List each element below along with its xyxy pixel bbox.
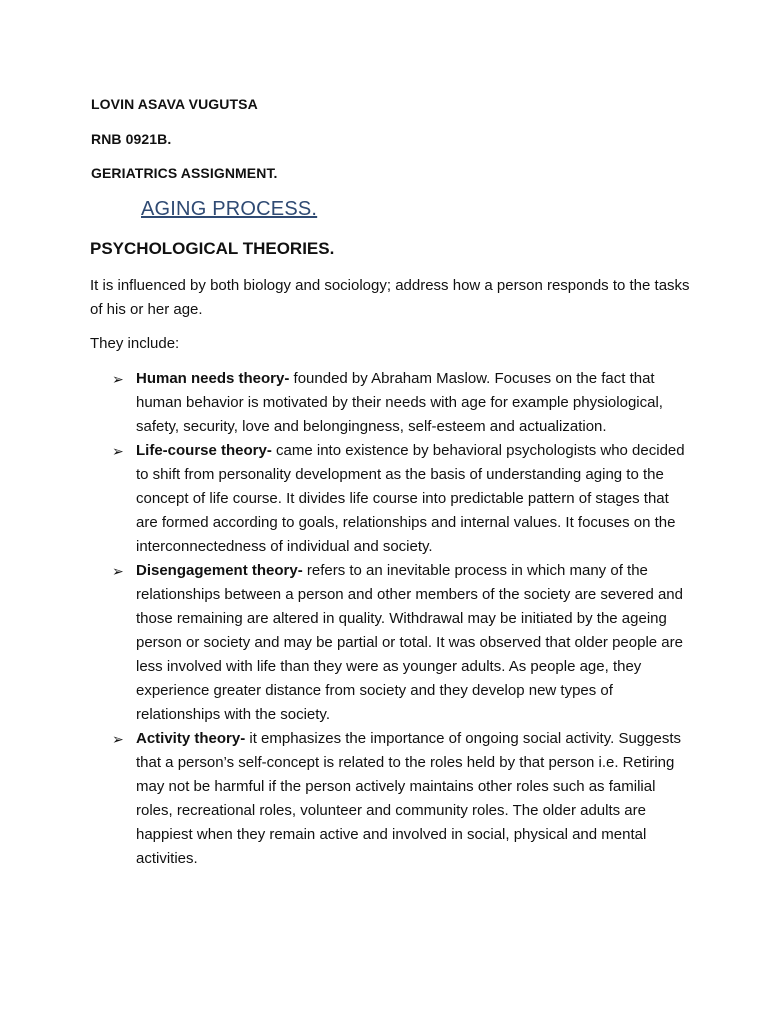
assignment-label: GERIATRICS ASSIGNMENT.	[91, 165, 278, 181]
theory-description: founded by Abraham Maslow. Focuses on the fact that human behavior is motivated by their needs with age for example physiological, safety, security, love and belongingness, self-esteem and actualization.	[136, 370, 663, 435]
list-item	[112, 367, 687, 439]
theory-description: came into existence by behavioral psychologists who decided to shift from personality development as the basis of understanding aging to the concept of life course. It divides life course into predictable pattern of stages that are formed according to goals, relationships and internal values. It focuses on the interconnectedness of individual and society.	[136, 442, 685, 555]
theory-description: refers to an inevitable process in which many of the relationships between a person and other members of the society are severed and those remaining are altered in quality. Withdrawal may be initiated by the ageing person or society and may be partial or total. It was observed that older people are less involved with life than they were as younger adults. As people age, they experience greater distance from society and they develop new types of relationships with the society.	[136, 562, 683, 723]
theories-list	[112, 367, 687, 871]
theory-term: Activity theory-	[136, 730, 246, 747]
theory-description: it emphasizes the importance of ongoing social activity. Suggests that a person’s self-concept is related to the roles held by that person i.e. Retiring may not be harmful if the person actively maintains other roles such as familial roles, recreational roles, volunteer and community roles. The older adults are happiest when they remain active and involved in social, physical and mental activities.	[136, 730, 681, 867]
they-include-text: They include:	[90, 335, 180, 352]
theory-term: Life-course theory-	[136, 442, 272, 459]
list-item	[112, 439, 687, 559]
section-heading: PSYCHOLOGICAL THEORIES.	[90, 239, 335, 258]
arrow-bullet-icon: ➢	[112, 443, 124, 459]
registration-number: RNB 0921B.	[91, 131, 172, 147]
theory-term: Disengagement theory-	[136, 562, 303, 579]
arrow-bullet-icon: ➢	[112, 731, 124, 747]
author-name: LOVIN ASAVA VUGUTSA	[91, 96, 258, 112]
intro-paragraph: It is influenced by both biology and sociology; address how a person responds to the tasks of his or her age.	[90, 277, 690, 318]
list-item	[112, 559, 687, 727]
arrow-bullet-icon: ➢	[112, 371, 124, 387]
document-title: AGING PROCESS.	[141, 198, 318, 220]
list-item	[112, 727, 687, 871]
theory-term: Human needs theory-	[136, 370, 290, 387]
arrow-bullet-icon: ➢	[112, 563, 124, 579]
